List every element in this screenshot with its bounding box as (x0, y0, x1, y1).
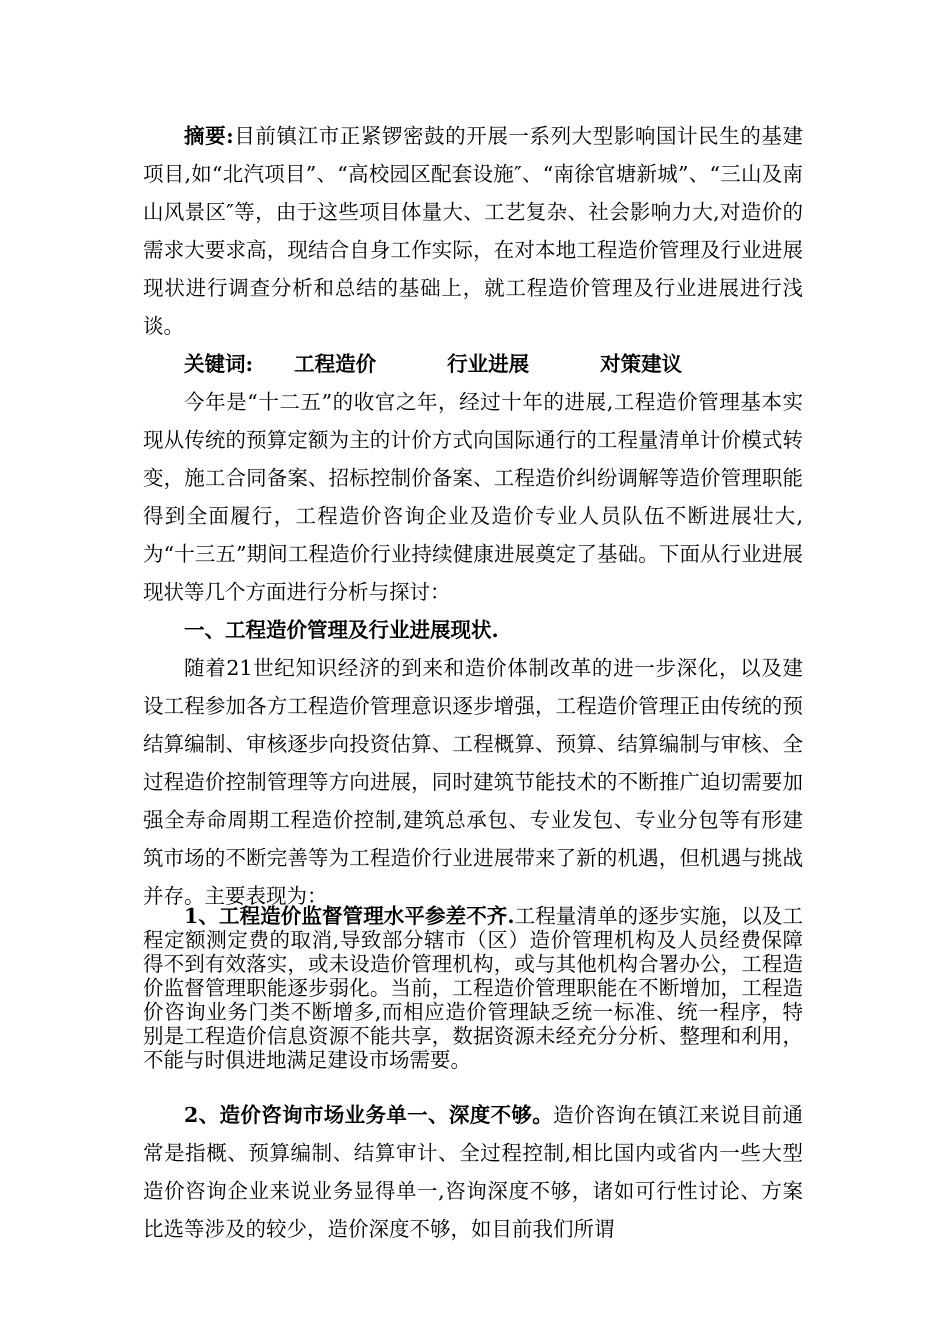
point-1-paragraph (143, 904, 803, 1072)
point-1-heading: 1、工程造价监督管理水平参差不齐. (184, 904, 515, 928)
point-2-paragraph (143, 1096, 803, 1248)
keyword-term: 行业进展 (447, 352, 530, 376)
intro-paragraph: 今年是“十二五”的收官之年，经过十年的进展,工程造价管理基本实现从传统的预算定额为主的计价方式向国际通行的工程量清单计价模式转变，施工合同备案、招标控制价备案、工程造价纠纷调解等造价管理职能得到全面履行，工程造价咨询企业及造价专业人员队伍不断进展壮大,为“十三五”期间工程造价行业持续健康进展奠定了基础。下面从行业进展现状等几个方面进行分析与探讨： (143, 390, 803, 604)
abstract-paragraph (143, 117, 803, 345)
point-2-text: 造价咨询在镇江来说目前通常是指概、预算编制、结算审计、全过程控制,相比国内或省内一些大型造价咨询企业来说业务显得单一,咨询深度不够，诸如可行性讨论、方案比选等涉及的较少，造价深度不够，如目前我们所谓 (143, 1103, 804, 1241)
keyword-term: 对策建议 (600, 352, 683, 376)
point-2-block (143, 1096, 803, 1248)
abstract-label: 摘要: (184, 124, 234, 148)
keywords-label: 关键词: (184, 352, 254, 376)
section-1-paragraph: 随着21世纪知识经济的到来和造价体制改革的进一步深化，以及建设工程参加各方工程造价管理意识逐步增强，工程造价管理正由传统的预结算编制、审核逐步向投资估算、工程概算、预算、结算编制与审核、全过程造价控制管理等方向进展，同时建筑节能技术的不断推广迫切需要加强全寿命周期工程造价控制,建筑总承包、专业发包、专业分包等有形建筑市场的不断完善等为工程造价行业进展带来了新的机遇，但机遇与挑战并存。主要表现为： (143, 656, 803, 908)
point-1-text: 工程量清单的逐步实施，以及工程定额测定费的取消,导致部分辖市（区）造价管理机构及人员经费保障得不到有效落实，或未设造价管理机构，或与其他机构合署办公，工程造价监督管理职能逐步弱化。当前，工程造价管理职能在不断增加，工程造价咨询业务门类不断增多,而相应造价管理缺乏统一标准、统一程序，特别是工程造价信息资源不能共享，数据资源未经充分分析、整理和利用，不能与时俱进地满足建设市场需要。 (143, 904, 804, 1072)
point-1-block (143, 904, 803, 1072)
point-2-heading: 2、造价咨询市场业务单一、深度不够。 (184, 1103, 554, 1127)
upper-text-block (143, 117, 803, 915)
keyword-term: 工程造价 (294, 352, 377, 376)
section-1-heading: 一、工程造价管理及行业进展现状. (184, 618, 499, 642)
keywords-paragraph (143, 345, 803, 383)
abstract-text: 目前镇江市正紧锣密鼓的开展一系列大型影响国计民生的基建项目,如“北汽项目”、“高校园区配套设施″、“南徐官塘新城”、“三山及南山风景区″等，由于这些项目体量大、工艺复杂、社会影响力大,对造价的需求大要求高，现结合自身工作实际，在对本地工程造价管理及行业进展现状进行调查分析和总结的基础上，就工程造价管理及行业进展进行浅谈。 (143, 124, 803, 338)
